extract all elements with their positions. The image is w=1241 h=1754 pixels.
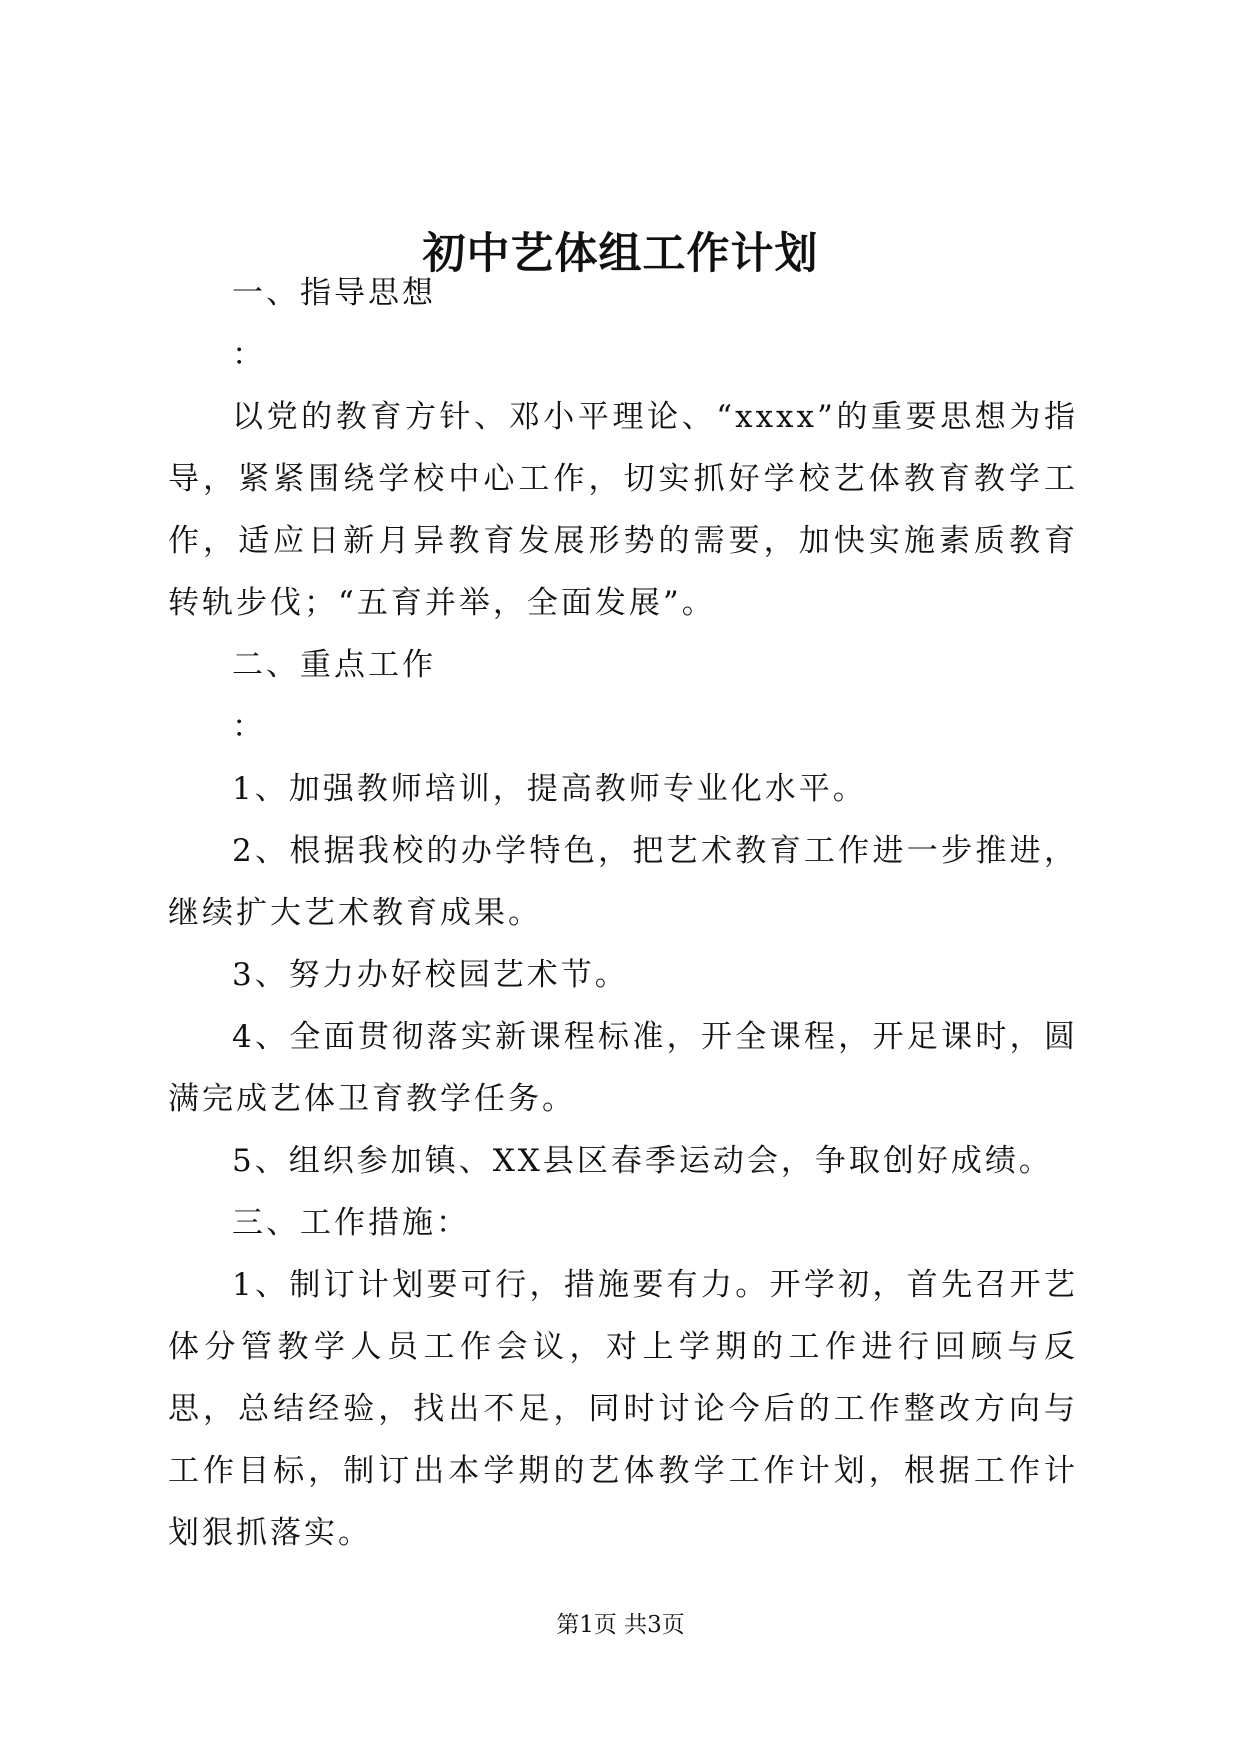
section-heading-key-work: 二、重点工作 [232,647,436,683]
paragraph-guiding-ideology: 以党的教育方针、邓小平理论、“xxxx”的重要思想为指导，紧紧围绕学校中心工作，切实抓好学校艺体教育教学工作，适应日新月异教育发展形势的需要，加快实施素质教育转轨步伐；“五育并举，全面发展”。 [168,399,1078,621]
document-body [168,262,1078,1564]
colon-line: ： [232,709,266,745]
key-work-item-1: 1、加强教师培训，提高教师专业化水平。 [232,771,867,807]
key-work-item-4: 4、全面贯彻落实新课程标准，开全课程，开足课时，圆满完成艺体卫育教学任务。 [168,1019,1078,1117]
page-footer: 第1页 共3页 [556,1612,685,1638]
key-work-item-2: 2、根据我校的办学特色，把艺术教育工作进一步推进，继续扩大艺术教育成果。 [168,833,1078,931]
colon-line: ： [232,337,266,373]
document-title: 初中艺体组工作计划 [422,229,819,279]
section-heading-work-measures: 三、工作措施： [232,1205,470,1241]
key-work-item-5: 5、组织参加镇、XX县区春季运动会，争取创好成绩。 [232,1143,1053,1179]
section-heading-guiding-ideology: 一、指导思想 [232,275,436,311]
key-work-item-3: 3、努力办好校园艺术节。 [232,957,629,993]
work-measure-item-1: 1、制订计划要可行，措施要有力。开学初，首先召开艺体分管教学人员工作会议，对上学期的工作进行回顾与反思，总结经验，找出不足，同时讨论今后的工作整改方向与工作目标，制订出本学期的艺体教学工作计划，根据工作计划狠抓落实。 [168,1267,1078,1551]
